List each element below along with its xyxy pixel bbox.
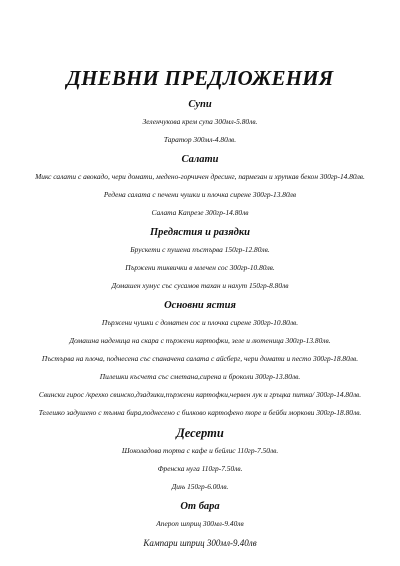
section-bar xyxy=(30,500,370,549)
menu-item: Зеленчукова крем супа 300мл-5.80лв. xyxy=(142,117,258,126)
section-starters xyxy=(30,226,370,291)
menu-item: Домашен хумус със сусамов тахан и нахут 150гр-8.80лв xyxy=(111,281,289,290)
section-title-desserts: Десерти xyxy=(176,426,224,440)
menu-item: Кампари шприц 300мл-9.40лв xyxy=(143,538,257,548)
section-soups xyxy=(30,98,370,145)
menu-item: Микс салати с авокадо, чери домати, медено-горчичен дресинг, пармезан и хрупкав бекон 300гр-14.80лв. xyxy=(35,172,365,181)
menu-item: Апероп шприц 300мл-9.40лв xyxy=(156,519,244,528)
menu-item: Пържени тиквички в млечен сос 300гр-10.80лв. xyxy=(125,263,275,272)
menu-item: Таратор 300мл-4.80лв. xyxy=(163,135,237,144)
menu-item: Салата Капрезе 300гр-14.80лв xyxy=(151,208,249,217)
menu-item: Брускети с пушена пъстърва 150гр-12.80лв. xyxy=(130,245,270,254)
menu-body xyxy=(30,93,370,553)
page-title: ДНЕВНИ ПРЕДЛОЖЕНИЯ xyxy=(66,66,334,90)
section-title-salads: Салати xyxy=(181,154,219,165)
section-title-starters: Предястия и разядки xyxy=(150,227,250,238)
section-title-mains: Основни ястия xyxy=(164,300,236,311)
menu-item: Телешко задушено с тъмна бира,поднесено с билково картофено пюре и бейби моркови 300гр-18.80лв. xyxy=(38,408,362,417)
menu-item: Пъстърва на плоча, поднесена със спаначена салата с айсберг, чери домати и песто 300гр-18.80лв. xyxy=(41,354,359,363)
menu-item: Пилешки късчета със сметана,сирена и броколи 300гр-13.80лв. xyxy=(99,372,301,381)
menu-item: Свински гирос /крехко свинско,дзадзики,пържени картофки,червен лук и гръцка питка/ 300гр-14.80лв. xyxy=(38,390,362,399)
menu-item: Домашна наденица на скара с пържени картофки, зеле и лютеница 300гр-13.80лв. xyxy=(69,336,331,345)
section-title-bar: От бара xyxy=(180,501,220,512)
menu-item: Шоколадова торта с кафе и бейлис 110гр-7.50лв. xyxy=(121,446,279,455)
menu-item: Пържени чушки с доматен сос и плочка сирене 300гр-10.80лв. xyxy=(101,318,299,327)
section-mains xyxy=(30,299,370,418)
menu-item: Френска нуга 110гр-7.50лв. xyxy=(157,464,243,473)
section-desserts xyxy=(30,426,370,492)
section-salads xyxy=(30,153,370,218)
menu-item: Редена салата с печени чушки и плочка сирене 300гр-13.80лв xyxy=(103,190,297,199)
section-title-soups: Супи xyxy=(188,99,212,110)
menu-item: Дињ 150гр-6.00лв. xyxy=(171,482,229,491)
